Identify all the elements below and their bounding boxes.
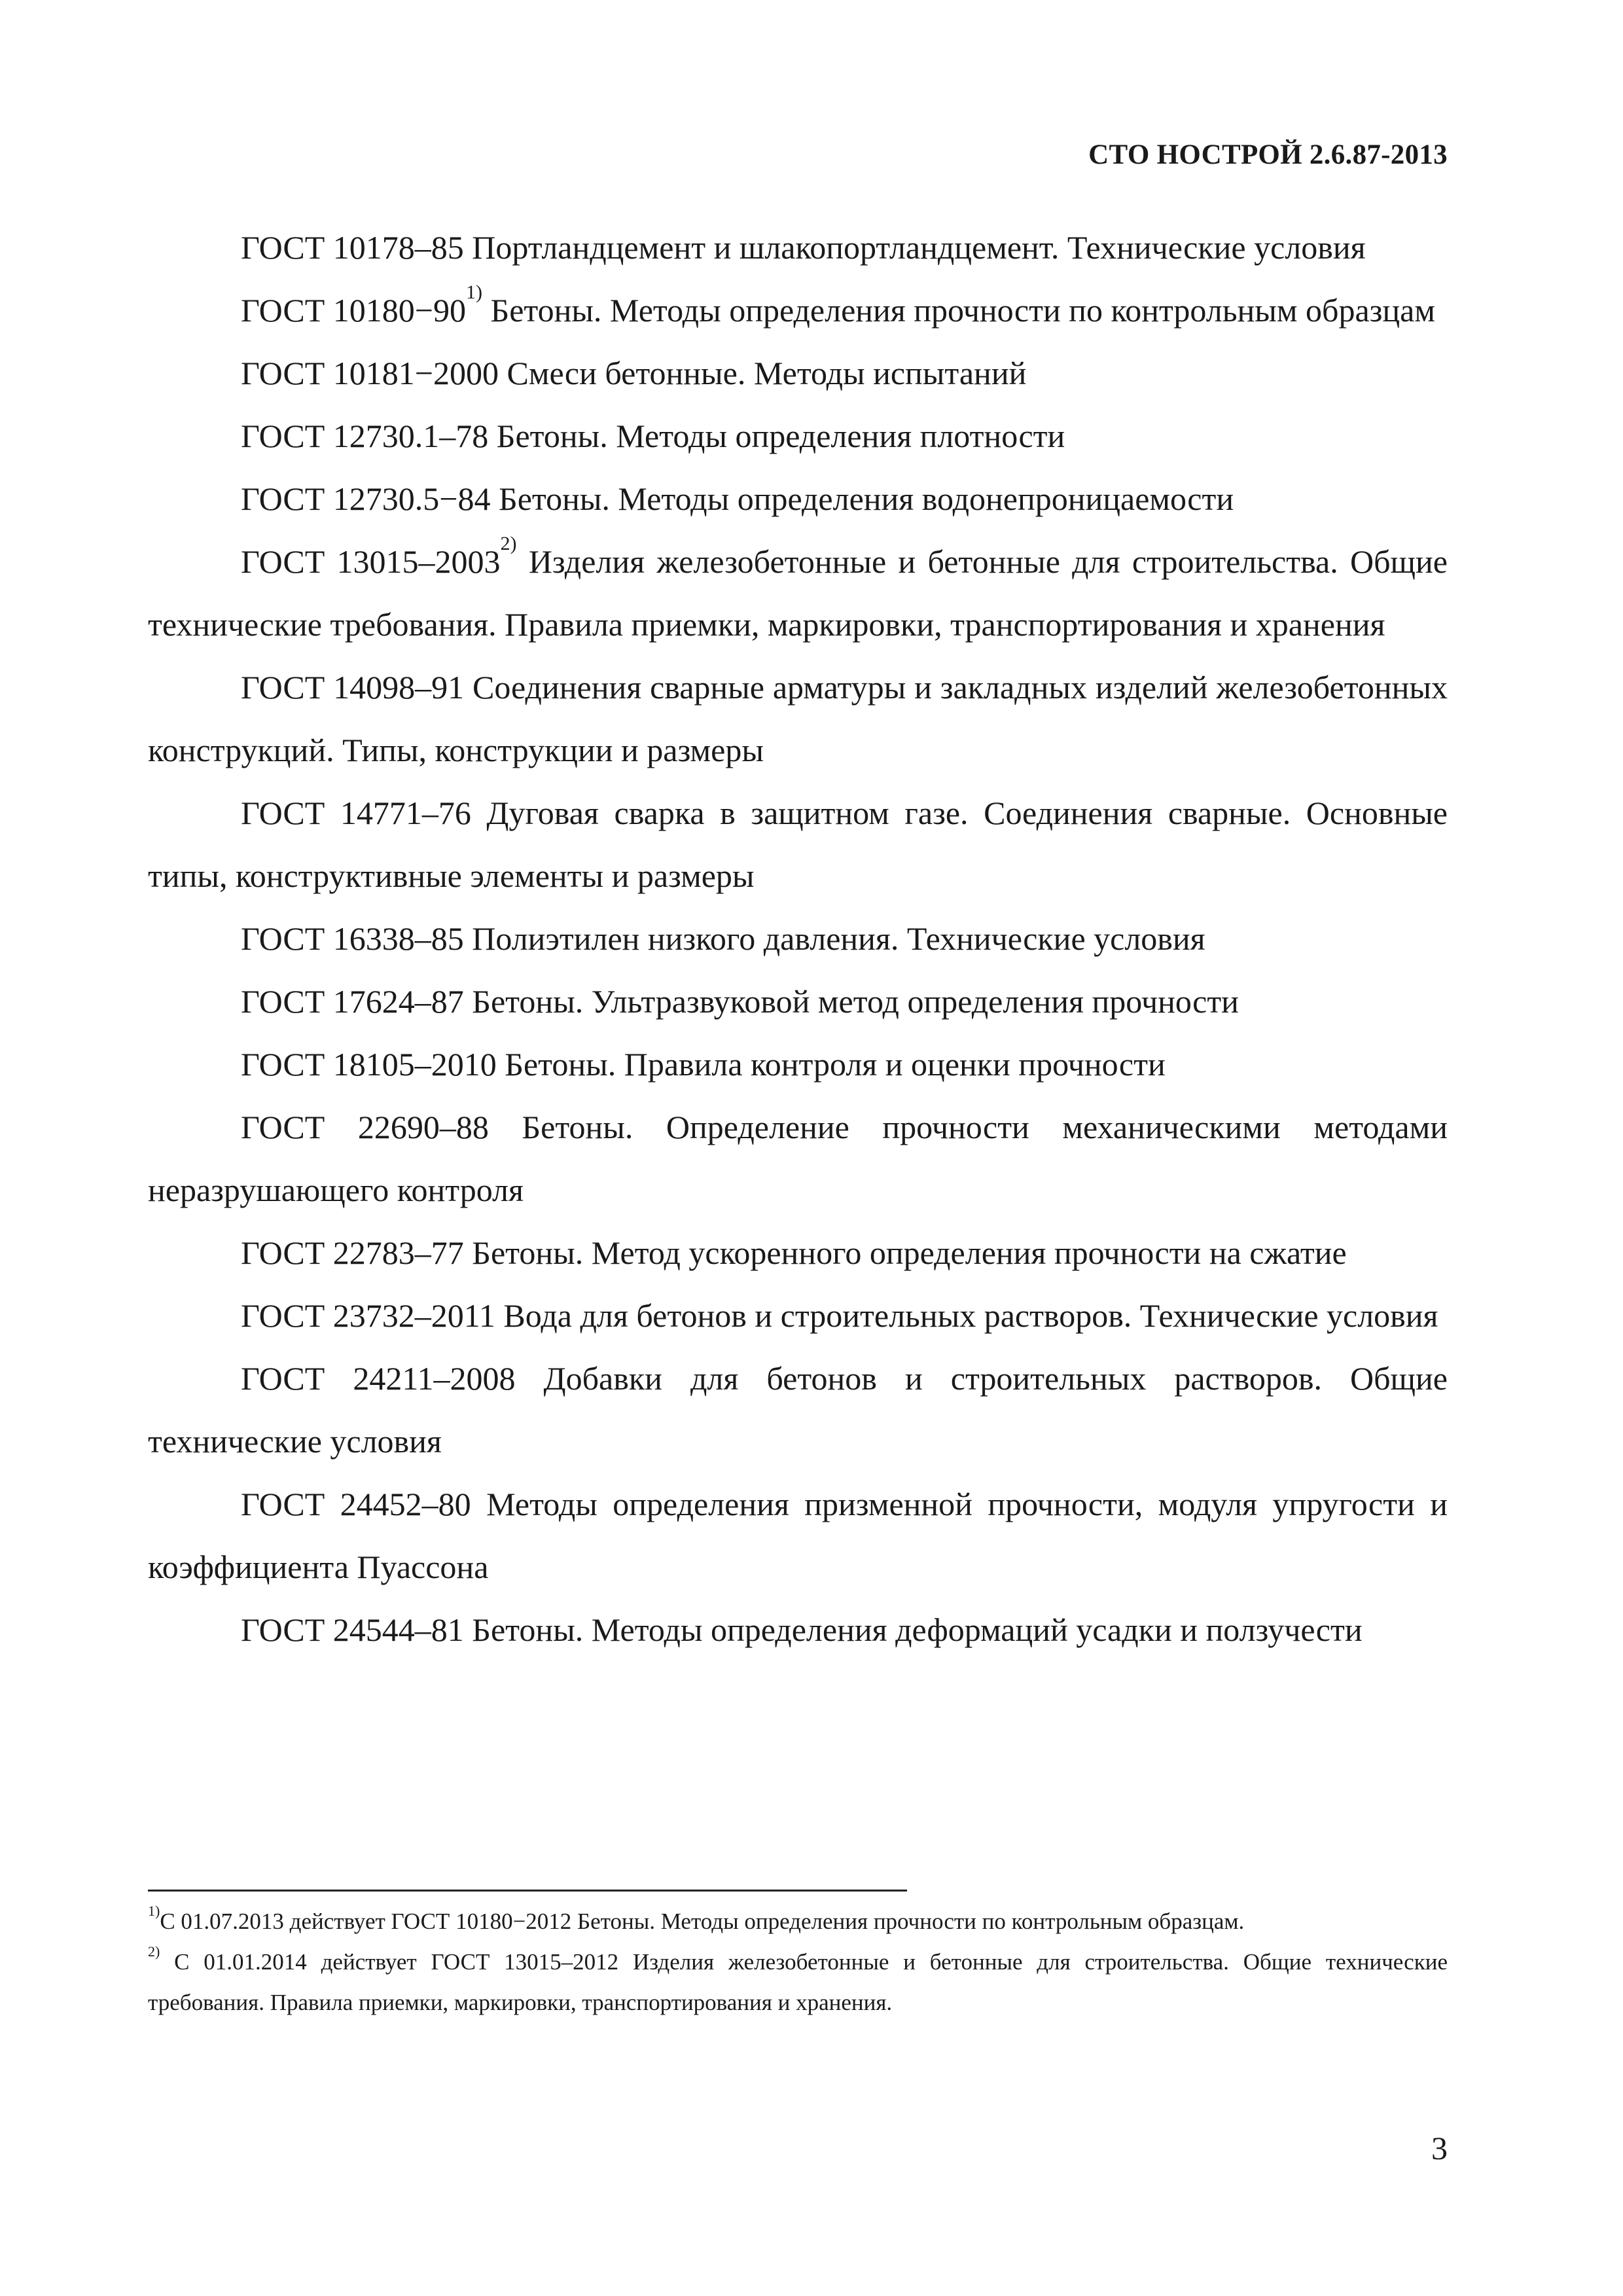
standard-title: Бетоны. Методы определения плотности: [496, 418, 1065, 454]
list-item: [148, 1598, 1448, 1661]
standard-title: Бетоны. Правила контроля и оценки прочности: [505, 1046, 1166, 1083]
standard-code: ГОСТ 24544–81: [241, 1611, 464, 1648]
footnote-text: С 01.01.2014 действует ГОСТ 13015–2012 Изделия железобетонные и бетонные для строительства. Общие технические требования. Правила приемки, маркировки, транспортирования и хранения.: [148, 1949, 1448, 2015]
list-item: [148, 781, 1448, 907]
footnote: [148, 1942, 1448, 2023]
standard-code: ГОСТ 10180−90: [241, 292, 466, 329]
standard-title: Бетоны. Методы определения водонепроницаемости: [498, 480, 1234, 517]
standard-code: ГОСТ 10181−2000: [241, 355, 499, 391]
list-item: [148, 216, 1448, 279]
list-item: [148, 907, 1448, 970]
document-header: СТО НОСТРОЙ 2.6.87-2013: [1088, 139, 1448, 170]
footnote-mark: 2): [148, 1943, 160, 1960]
standard-title: Бетоны. Ультразвуковой метод определения прочности: [472, 983, 1239, 1020]
standard-title: Добавки для бетонов и строительных растворов. Общие технические условия: [148, 1360, 1448, 1460]
list-item: [148, 1096, 1448, 1221]
normative-references-list: [148, 216, 1448, 1661]
standard-code: ГОСТ 18105–2010: [241, 1046, 497, 1083]
footnote-reference[interactable]: 2): [500, 533, 517, 554]
standard-title: Бетоны. Метод ускоренного определения прочности на сжатие: [472, 1234, 1347, 1271]
footnote: [148, 1901, 1448, 1942]
standard-title: Соединения сварные арматуры и закладных изделий железобетонных конструкций. Типы, конструкции и размеры: [148, 669, 1448, 768]
list-item: [148, 1284, 1448, 1347]
standard-code: ГОСТ 24211–2008: [241, 1360, 516, 1397]
list-item: [148, 656, 1448, 781]
list-item: [148, 970, 1448, 1033]
standard-code: ГОСТ 22783–77: [241, 1234, 464, 1271]
standard-title: Методы определения призменной прочности, модуля упругости и коэффициента Пуассона: [148, 1486, 1448, 1585]
standard-code: ГОСТ 16338–85: [241, 920, 464, 957]
standard-code: ГОСТ 12730.5−84: [241, 480, 491, 517]
standard-code: ГОСТ 23732–2011: [241, 1297, 495, 1334]
list-item: [148, 404, 1448, 467]
list-item: [148, 1347, 1448, 1473]
list-item: [148, 467, 1448, 530]
standard-code: ГОСТ 24452–80: [241, 1486, 471, 1522]
standard-title: Вода для бетонов и строительных растворов. Технические условия: [503, 1297, 1438, 1334]
standard-title: Изделия железобетонные и бетонные для строительства. Общие технические требования. Правила приемки, маркировки, транспортирования и хранения: [148, 543, 1448, 643]
page-number: 3: [1431, 2130, 1448, 2166]
footnote-separator: [148, 1890, 907, 1892]
list-item: [148, 530, 1448, 656]
standard-code: ГОСТ 10178–85: [241, 229, 464, 266]
standard-title: Бетоны. Методы определения прочности по контрольным образцам: [490, 292, 1435, 329]
list-item: [148, 1473, 1448, 1598]
standard-code: ГОСТ 14771–76: [241, 795, 471, 831]
list-item: [148, 279, 1448, 342]
standard-title: Портландцемент и шлакопортландцемент. Технические условия: [472, 229, 1366, 266]
standard-code: ГОСТ 14098–91: [241, 669, 465, 706]
footnote-mark: 1): [148, 1903, 160, 1919]
footnote-reference[interactable]: 1): [465, 281, 482, 303]
standard-title: Дуговая сварка в защитном газе. Соединения сварные. Основные типы, конструктивные элементы и размеры: [148, 795, 1448, 894]
standard-code: ГОСТ 17624–87: [241, 983, 464, 1020]
list-item: [148, 1221, 1448, 1284]
standard-title: Бетоны. Определение прочности механическими методами неразрушающего контроля: [148, 1109, 1448, 1208]
list-item: [148, 342, 1448, 404]
standard-title: Смеси бетонные. Методы испытаний: [507, 355, 1027, 391]
standard-code: ГОСТ 13015–2003: [241, 543, 501, 580]
standard-title: Бетоны. Методы определения деформаций усадки и ползучести: [472, 1611, 1363, 1648]
footnotes: [148, 1901, 1448, 2023]
list-item: [148, 1033, 1448, 1096]
standard-code: ГОСТ 22690–88: [241, 1109, 489, 1145]
standard-title: Полиэтилен низкого давления. Технические условия: [472, 920, 1205, 957]
footnote-text: С 01.07.2013 действует ГОСТ 10180−2012 Бетоны. Методы определения прочности по контрольным образцам.: [160, 1909, 1245, 1934]
standard-code: ГОСТ 12730.1–78: [241, 418, 489, 454]
